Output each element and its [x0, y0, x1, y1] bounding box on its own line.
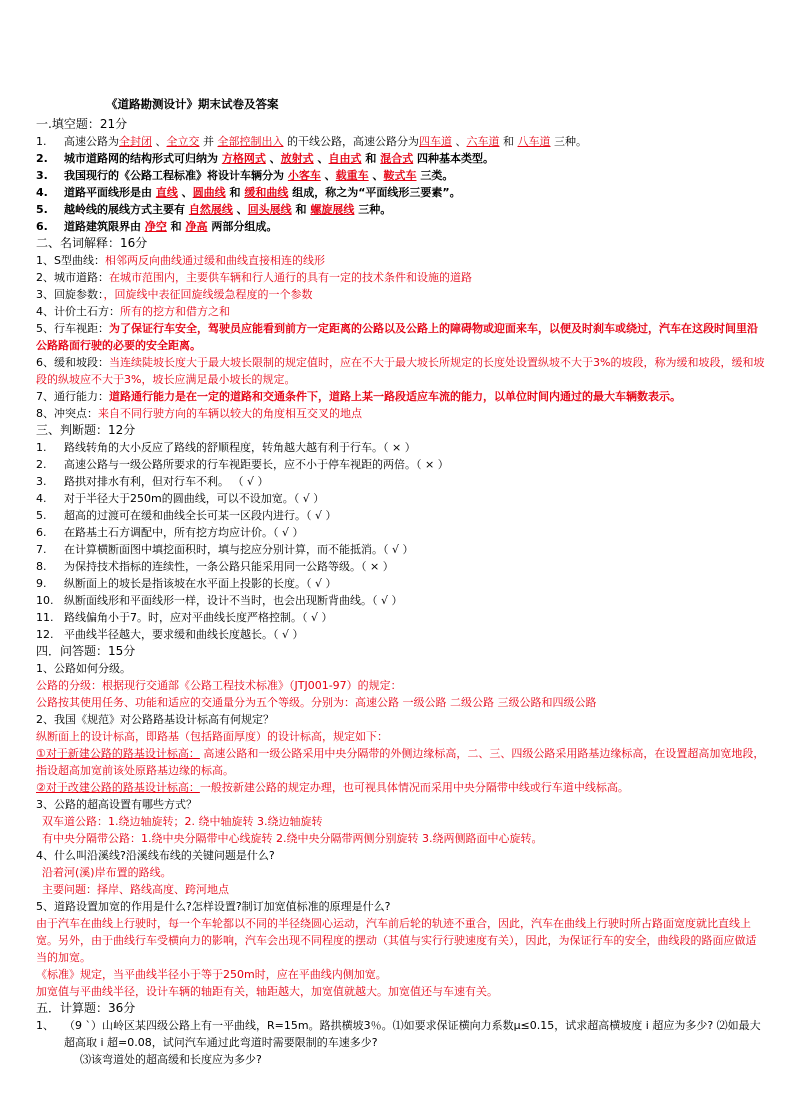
item-text: 高速公路与一级公路所要求的行车视距要长，应不小于停车视距的两倍。（ × ） — [64, 458, 449, 471]
section-heading-true-false: 三、判断题：12分 — [36, 423, 136, 437]
true-false-item — [36, 592, 766, 609]
definition-item: 3、回旋参数：，回旋线中表征回旋线缓急程度的一个参数 — [36, 288, 313, 301]
definition-item: 2、城市道路：在城市范围内，主要供车辆和行人通行的具有一定的技术条件和设施的道路 — [36, 271, 472, 284]
fill-question-3: 3. 我国现行的《公路工程标准》将设计车辆分为 小客车 、载重车 、鞍式车 三类。 — [36, 169, 454, 182]
section-heading-qa: 四．问答题：15分 — [36, 644, 136, 658]
qa-answer: 加宽值与平曲线半径，设计车辆的轴距有关，轴距越大，加宽值就越大。加宽值还与车速有关。 — [36, 985, 498, 998]
item-text: 在计算横断面图中填挖面积时，填与挖应分别计算，而不能抵消。（ √ ） — [64, 543, 414, 556]
document-body — [36, 92, 766, 1068]
section-heading-definitions: 二、名词解释：16分 — [36, 236, 148, 250]
true-false-item — [36, 524, 766, 541]
qa-answer: 双车道公路：1.绕边轴旋转；2. 绕中轴旋转 3.绕边轴旋转 — [42, 815, 323, 828]
item-text: 路线转角的大小反应了路线的舒顺程度，转角越大越有利于行车。（ × ） — [64, 441, 416, 454]
true-false-item — [36, 473, 766, 490]
item-number: 8. — [36, 560, 47, 573]
page-title: 《道路勘测设计》期末试卷及答案 — [106, 97, 279, 111]
qa-answer: 主要问题：择岸、路线高度、跨河地点 — [42, 883, 229, 896]
true-false-item — [36, 575, 766, 592]
qa-question: 5、道路设置加宽的作用是什么?怎样设置?制订加宽值标准的原理是什么? — [36, 900, 391, 913]
qa-answer: 由于汽车在曲线上行驶时，每一个车轮都以不同的半径绕圆心运动，汽车前后轮的轨迹不重合，因此，汽车在曲线上行驶时所占路面宽度就比直线上宽。另外，由于曲线行车受横向力的影响，汽车会出现不同程度的摆动（其值与实行行驶速度有关），因此，为保证行车的安全，曲线段的路面应做适当的加宽。 — [36, 917, 757, 964]
true-false-item — [36, 609, 766, 626]
qa-question: 4、什么叫沿溪线?沿溪线布线的关键问题是什么? — [36, 849, 275, 862]
item-number: 6. — [36, 526, 47, 539]
true-false-list — [36, 439, 766, 643]
calc-question-1-part3: ⑶该弯道处的超高缓和长度应为多少? — [80, 1053, 262, 1066]
item-number: 12. — [36, 628, 54, 641]
section-heading-calculation: 五．计算题：36分 — [36, 1001, 136, 1015]
qa-question: 1、公路如何分级。 — [36, 662, 131, 675]
qa-answer: ①对于新建公路的路基设计标高： 高速公路和一级公路采用中央分隔带的外侧边缘标高，二、三、四级公路采用路基边缘标高，在设置超高加宽地段，指设超高加宽前该处原路基边缘的标高。 — [36, 747, 765, 777]
qa-question: 3、公路的超高设置有哪些方式？ — [36, 798, 197, 811]
item-number: 9. — [36, 577, 47, 590]
definition-item: 4、计价土石方：所有的挖方和借方之和 — [36, 305, 230, 318]
definition-item: 5、行车视距：为了保证行车安全，驾驶员应能看到前方一定距离的公路以及公路上的障碍物或迎面来车，以便及时刹车或绕过，汽车在这段时间里沿公路路面行驶的必要的安全距离。 — [36, 322, 758, 352]
calc-question-1: 1、 （9 `）山岭区某四级公路上有一平曲线，R=15m。路拱横坡3％。⑴如要求保证横向力系数μ≤0.15，试求超高横坡度 i 超应为多少? ⑵如最大超高取 i 超=0.08，试问汽车通过此弯道时需要限制的车速多少? — [36, 1019, 761, 1049]
item-text: 路拱对排水有利，但对行车不利。 （ √ ） — [64, 475, 269, 488]
true-false-item — [36, 558, 766, 575]
item-text: 在路基土石方调配中，所有挖方均应计价。（ √ ） — [64, 526, 304, 539]
item-text: 为保持技术指标的连续性，一条公路只能采用同一公路等级。（ × ） — [64, 560, 394, 573]
definition-item: 8、冲突点：来自不同行驶方向的车辆以较大的角度相互交叉的地点 — [36, 407, 362, 420]
section-heading-fill-in: 一.填空题：21分 — [36, 117, 128, 131]
true-false-item — [36, 490, 766, 507]
item-number: 11. — [36, 611, 54, 624]
item-number: 10. — [36, 594, 54, 607]
item-number: 3. — [36, 475, 47, 488]
qa-answer: 沿着河(溪)岸布置的路线。 — [42, 866, 172, 879]
true-false-item — [36, 626, 766, 643]
qa-answer: 公路的分级：根据现行交通部《公路工程技术标准》（JTJ001-97）的规定： — [36, 679, 402, 692]
item-number: 1. — [36, 441, 47, 454]
item-number: 2. — [36, 458, 47, 471]
qa-answer: 公路按其使用任务、功能和适应的交通量分为五个等级。分别为：高速公路 一级公路 二级公路 三级公路和四级公路 — [36, 696, 597, 709]
fill-question-4: 4. 道路平面线形是由 直线 、圆曲线 和 缓和曲线 组成，称之为“平面线形三要素”。 — [36, 186, 461, 199]
definition-item: 6、缓和坡段：当连续陡坡长度大于最大坡长限制的规定值时，应在不大于最大坡长所规定的长度处设置纵坡不大于3%的坡段，称为缓和坡段，缓和坡段的纵坡应不大于3%，坡长应满足最小坡长的规定。 — [36, 356, 765, 386]
item-text: 纵断面上的坡长是指该坡在水平面上投影的长度。（ √ ） — [64, 577, 337, 590]
fill-question-5: 5. 越岭线的展线方式主要有 自然展线 、回头展线 和 螺旋展线 三种。 — [36, 203, 392, 216]
item-number: 4. — [36, 492, 47, 505]
item-text: 对于半径大于250m的圆曲线，可以不设加宽。（ √ ） — [64, 492, 325, 505]
qa-answer: ②对于改建公路的路基设计标高：一般按新建公路的规定办理，也可视具体情况而采用中央分隔带中线或行车道中线标高。 — [36, 781, 629, 794]
qa-answer: 有中央分隔带公路：1.绕中央分隔带中心线旋转 2.绕中央分隔带两侧分别旋转 3.绕两侧路面中心旋转。 — [42, 832, 543, 845]
true-false-item — [36, 439, 766, 456]
item-text: 纵断面线形和平面线形一样，设计不当时，也会出现断背曲线。（ √ ） — [64, 594, 403, 607]
definition-item: 1、S型曲线：相邻两反向曲线通过缓和曲线直接相连的线形 — [36, 254, 325, 267]
qa-answer: 纵断面上的设计标高，即路基（包括路面厚度）的设计标高，规定如下： — [36, 730, 388, 743]
true-false-item — [36, 507, 766, 524]
fill-question-2: 2. 城市道路网的结构形式可归纳为 方格网式 、放射式 、自由式 和 混合式 四种基本类型。 — [36, 152, 495, 165]
qa-answer: 《标准》规定，当平曲线半径小于等于250m时，应在平曲线内侧加宽。 — [36, 968, 387, 981]
item-text: 平曲线半径越大，要求缓和曲线长度越长。（ √ ） — [64, 628, 304, 641]
fill-question-1: 1. 高速公路为全封闭 、全立交 并 全部控制出入 的干线公路，高速公路分为四车道 、六车道 和 八车道 三种。 — [36, 135, 587, 148]
qa-question: 2、我国《规范》对公路路基设计标高有何规定？ — [36, 713, 274, 726]
fill-question-6: 6. 道路建筑限界由 净空 和 净高 两部分组成。 — [36, 220, 278, 233]
true-false-item — [36, 456, 766, 473]
true-false-item — [36, 541, 766, 558]
item-number: 7. — [36, 543, 47, 556]
item-text: 超高的过渡可在缓和曲线全长可某一区段内进行。（ √ ） — [64, 509, 337, 522]
item-text: 路线偏角小于7。时，应对平曲线长度严格控制。（ √ ） — [64, 611, 333, 624]
definition-item: 7、通行能力：道路通行能力是在一定的道路和交通条件下，道路上某一路段适应车流的能力，以单位时间内通过的最大车辆数表示。 — [36, 390, 681, 403]
item-number: 5. — [36, 509, 47, 522]
